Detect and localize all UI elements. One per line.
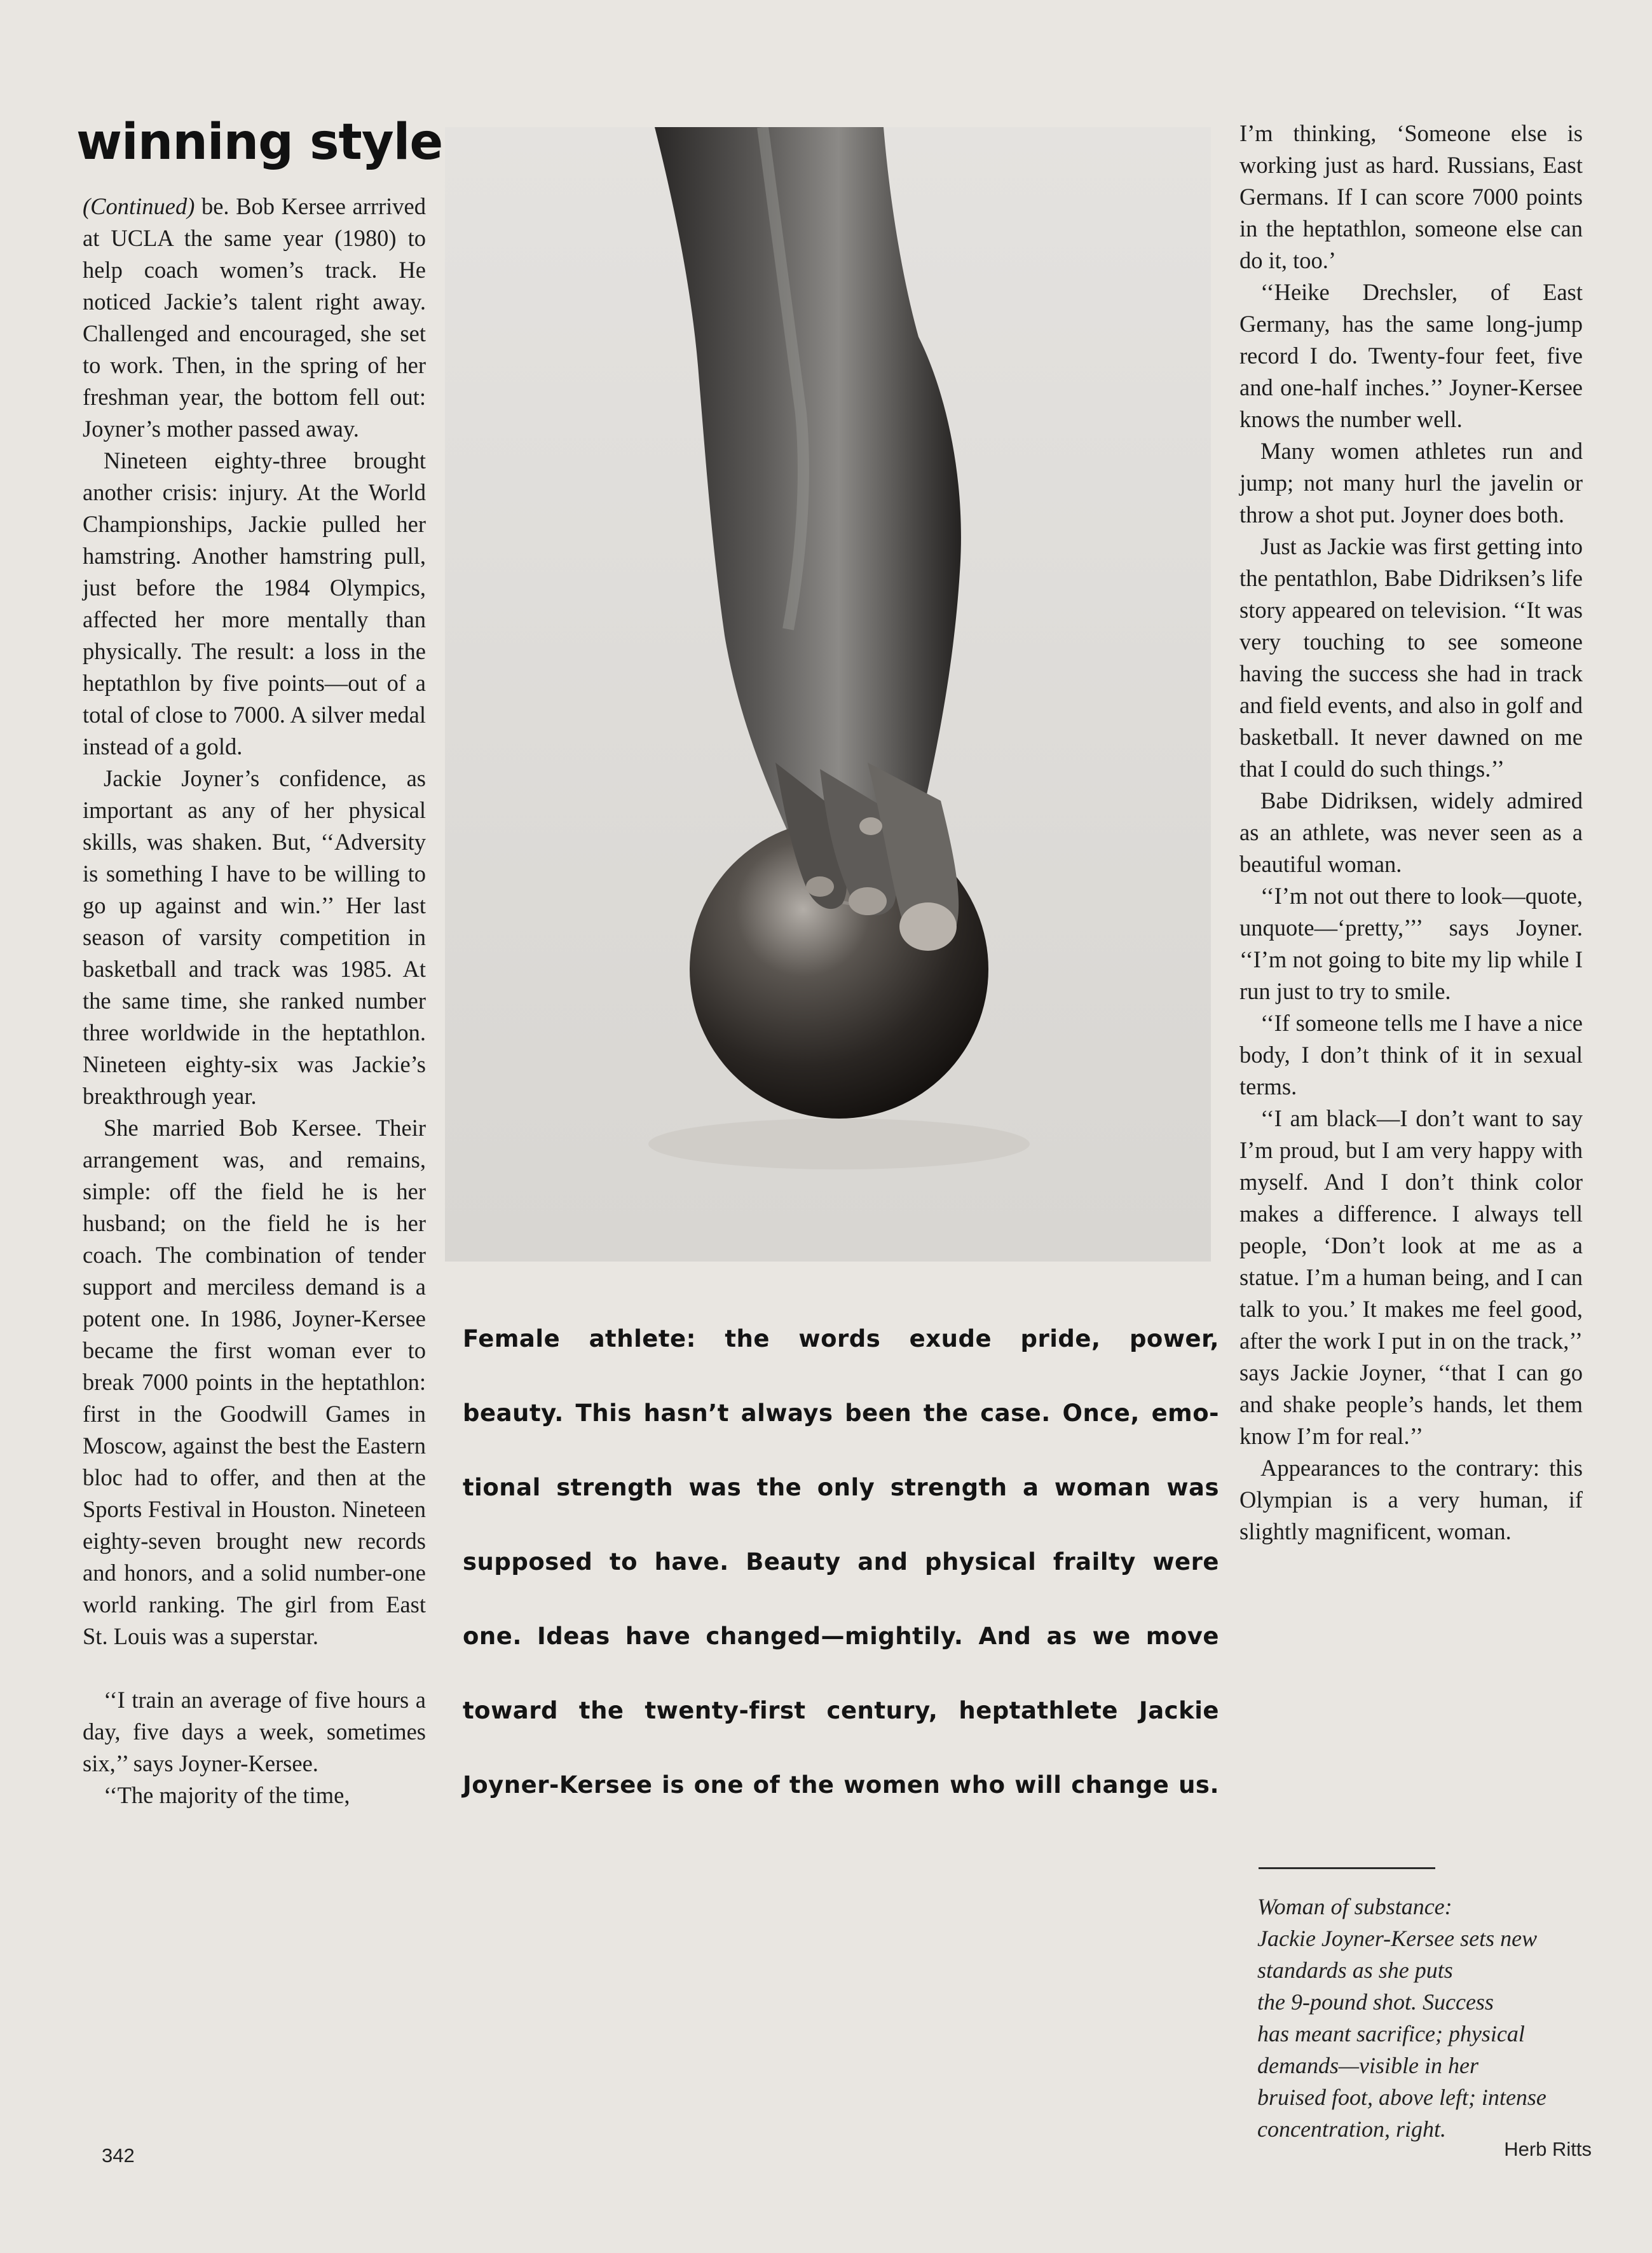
paragraph: She married Bob Kersee. Their arrangement was, and remains, simple: off the field he is her husband; on the field he is her coach. The combination of tender support and merciless demand is a potent one. In 1986, Joyner-Kersee became the first woman ever to break 7000 points in the heptathlon: first in the Goodwill Games in Moscow, against the best the Eastern bloc had to offer, and then at the Sports Festival in Houston. Nineteen eighty-seven brought new records and honors, and a solid number-one world ranking. The girl from East St. Louis was a superstar. — [83, 1115, 426, 1649]
pull-quote-line: Female athlete: the words exude pride, power, — [463, 1325, 1219, 1352]
caption-line: bruised foot, above left; intense — [1257, 2085, 1546, 2110]
photo-illustration — [445, 127, 1211, 1262]
caption-line: demands—visible in her — [1257, 2053, 1478, 2078]
photo-credit: Herb Ritts — [1504, 2138, 1592, 2160]
paragraph — [83, 191, 426, 445]
pull-quote-line: toward the twenty-first century, heptathlete Jackie — [463, 1697, 1219, 1724]
caption-line: the 9-pound shot. Success — [1257, 1989, 1494, 2015]
headline: winning style — [76, 114, 443, 171]
caption-line: Jackie Joyner-Kersee sets new — [1257, 1926, 1538, 1951]
paragraph-text: be. Bob Kersee arrrived at UCLA the same year (1980) to help coach women’s track. He noticed Jackie’s talent right away. Challenged and encouraged, she set to work. Then, in the spring of her freshman year, the bottom fell out: Joyner’s mother passed away. — [83, 193, 426, 442]
pull-quote-line: one. Ideas have changed—mightily. And as we move — [463, 1623, 1219, 1650]
paragraph: Appearances to the contrary: this Olympian is a very human, if slightly magnificent, woman. — [1239, 1455, 1583, 1544]
paragraph: Nineteen eighty-three brought another crisis: injury. At the World Championships, Jackie pulled her hamstring. Another hamstring pull, just before the 1984 Olympics, affected her more mentally than physically. The result: a loss in the heptathlon by five points—out of a total of close to 7000. A silver medal instead of a gold. — [83, 447, 426, 759]
caption-line: Woman of substance: — [1257, 1894, 1452, 1919]
pull-quote — [463, 1302, 1219, 1822]
article-column-left — [83, 191, 426, 1811]
photo-foot-on-shot-put — [445, 127, 1211, 1262]
continued-label: (Continued) — [83, 193, 195, 219]
paragraph: I’m thinking, ‘Someone else is working just as hard. Russians, East Germans. If I can score 7000 points in the heptathlon, someone else can do it, too.’ — [1239, 120, 1583, 273]
caption-line: has meant sacrifice; physical — [1257, 2021, 1525, 2046]
pull-quote-line: tional strength was the only strength a woman was — [463, 1474, 1219, 1501]
pull-quote-line: Joyner-Kersee is one of the women who will change us. — [463, 1771, 1219, 1799]
paragraph: Jackie Joyner’s confidence, as important as any of her physical skills, was shaken. But, ‘‘Adversity is something I have to be willing to go up against and win.’’ Her last season of varsity competition in basketball and track was 1985. At the same time, she ranked number three worldwide in the heptathlon. Nineteen eighty-six was Jackie’s breakthrough year. — [83, 765, 426, 1109]
page-number: 342 — [102, 2144, 135, 2167]
paragraph: Babe Didriksen, widely admired as an athlete, was never seen as a beautiful woman. — [1239, 787, 1583, 877]
caption-line: concentration, right. — [1257, 2116, 1446, 2142]
article-column-right — [1239, 118, 1583, 1548]
caption-line: standards as she puts — [1257, 1957, 1453, 1983]
paragraph: ‘‘The majority of the time, — [104, 1782, 350, 1808]
paragraph: Just as Jackie was first getting into the pentathlon, Babe Didriksen’s life story appeared on television. ‘‘It was very touching to see someone having the success she had in track and field events, and also in golf and basketball. It never dawned on me that I could do such things.’’ — [1239, 533, 1583, 782]
caption-divider — [1259, 1867, 1435, 1869]
pull-quote-line: beauty. This hasn’t always been the case. Once, emo- — [463, 1399, 1219, 1427]
paragraph: Many women athletes run and jump; not many hurl the javelin or throw a shot put. Joyner does both. — [1239, 438, 1583, 528]
paragraph: ‘‘Heike Drechsler, of East Germany, has the same long-jump record I do. Twenty-four feet, five and one-half inches.’’ Joyner-Kersee knows the number well. — [1239, 279, 1583, 432]
paragraph: ‘‘I am black—I don’t want to say I’m proud, but I am very happy with myself. And I don’t think color makes a difference. I always tell people, ‘Don’t look at me as a statue. I’m a human being, and I can talk to you.’ It makes me feel good, after the work I put in on the track,’’ says Jackie Joyner, ‘‘that I can go and shake people’s hands, let them know I’m for real.’’ — [1239, 1105, 1583, 1449]
paragraph: ‘‘If someone tells me I have a nice body, I don’t think of it in sexual terms. — [1239, 1010, 1583, 1099]
paragraph: ‘‘I’m not out there to look—quote, unquote—‘pretty,’’’ says Joyner. ‘‘I’m not going to bite my lip while I run just to try to smile. — [1239, 883, 1583, 1004]
pull-quote-line: supposed to have. Beauty and physical frailty were — [463, 1548, 1219, 1576]
paragraph: ‘‘I train an average of five hours a day, five days a week, sometimes six,’’ says Joyner-Kersee. — [83, 1687, 426, 1776]
photo-caption — [1257, 1891, 1626, 2145]
